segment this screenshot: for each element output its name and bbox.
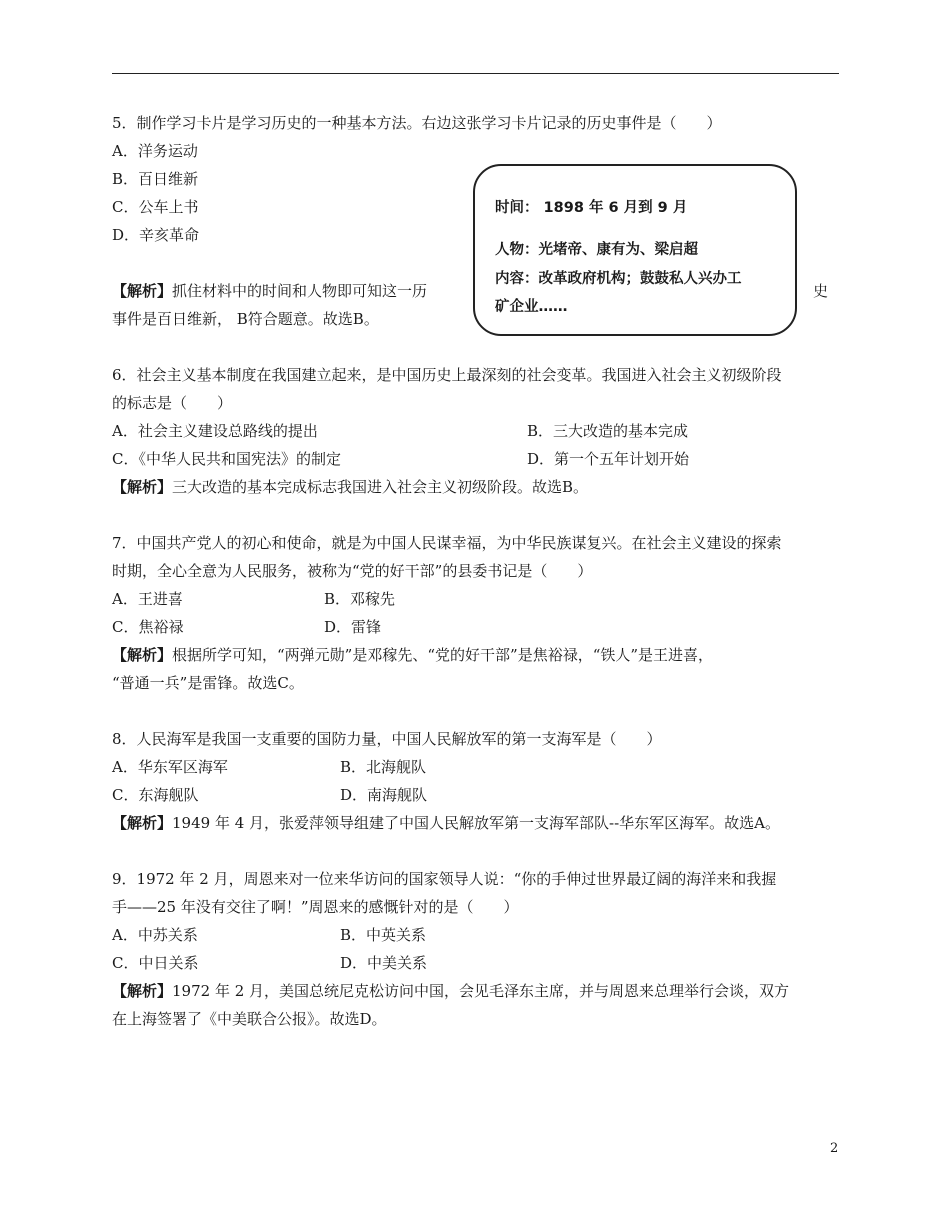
q5-analysis-line1 — [112, 281, 427, 301]
q8-analysis — [112, 813, 780, 833]
q8-option-b: B．北海舰队 — [340, 758, 427, 776]
q8-analysis-tag: 【解析】 — [112, 814, 173, 832]
q9-analysis-2: 在上海签署了《中美联合公报》。故选D。 — [112, 1010, 387, 1028]
q5-option-a: A．洋务运动 — [112, 142, 198, 160]
q5-option-b: B．百日维新 — [112, 170, 199, 188]
q6-option-d: D．第一个五年计划开始 — [527, 450, 690, 468]
q9-analysis-text: 1972 年 2 月，美国总统尼克松访问中国，会见毛泽东主席，并与周恩来总理举行会谈，双方 — [172, 982, 790, 1000]
q9-option-d: D．中美关系 — [340, 954, 428, 972]
card-time: 时间： 1898 年 6 月到 9 月 — [495, 200, 688, 216]
q8-option-a: A．华东军区海军 — [112, 758, 228, 776]
q7-analysis-text: 根据所学可知，“两弹元勋”是邓稼先、“党的好干部”是焦裕禄，“铁人”是王进喜， — [172, 646, 714, 664]
q6-option-a: A．社会主义建设总路线的提出 — [112, 422, 318, 440]
q7-analysis-2: “普通一兵”是雷锋。故选C。 — [112, 674, 304, 692]
q5-stem: 5．制作学习卡片是学习历史的一种基本方法。右边这张学习卡片记录的历史事件是（ ） — [112, 114, 722, 132]
q5-analysis-text: 抓住材料中的时间和人物即可知这一历 — [172, 282, 428, 300]
q5-option-d: D．辛亥革命 — [112, 226, 200, 244]
q9-option-a: A．中苏关系 — [112, 926, 198, 944]
q9-stem-2: 手——25 年没有交往了啊！”周恩来的感慨针对的是（ ） — [112, 898, 519, 916]
q7-analysis-tag: 【解析】 — [112, 646, 173, 664]
q7-stem-2: 时期，全心全意为人民服务，被称为“党的好干部”的县委书记是（ ） — [112, 562, 593, 580]
q9-analysis-tag: 【解析】 — [112, 982, 173, 1000]
q8-option-d: D．南海舰队 — [340, 786, 428, 804]
card-content-2: 矿企业…… — [495, 299, 568, 315]
q6-option-c: C．《中华人民共和国宪法》的制定 — [112, 450, 341, 468]
q5-option-c: C．公车上书 — [112, 198, 199, 216]
q8-analysis-text: 1949 年 4 月，张爱萍领导组建了中国人民解放军第一支海军部队--华东军区海军。故选A。 — [172, 814, 781, 832]
q8-option-c: C．东海舰队 — [112, 786, 199, 804]
q9-option-b: B．中英关系 — [340, 926, 427, 944]
q7-option-b: B．邓稼先 — [324, 590, 396, 608]
q6-stem-1: 6．社会主义基本制度在我国建立起来，是中国历史上最深刻的社会变革。我国进入社会主义初级阶段 — [112, 366, 782, 384]
q6-stem-2: 的标志是（ ） — [112, 394, 233, 412]
q5-analysis-tag: 【解析】 — [112, 282, 173, 300]
q6-option-b: B．三大改造的基本完成 — [527, 422, 689, 440]
q6-analysis — [112, 477, 588, 497]
q7-analysis-1 — [112, 645, 713, 665]
q9-analysis-1 — [112, 981, 789, 1001]
page-number: 2 — [830, 1141, 839, 1156]
q6-analysis-tag: 【解析】 — [112, 478, 173, 496]
q6-analysis-text: 三大改造的基本完成标志我国进入社会主义初级阶段。故选B。 — [172, 478, 589, 496]
card-people: 人物：光堵帝、康有为、梁启超 — [495, 242, 698, 258]
study-card — [473, 164, 797, 336]
q9-option-c: C．中日关系 — [112, 954, 199, 972]
q8-stem: 8．人民海军是我国一支重要的国防力量，中国人民解放军的第一支海军是（ ） — [112, 730, 662, 748]
q5-analysis-tail: 史 — [813, 282, 829, 300]
card-content: 内容：改革政府机构；鼓鼓私人兴办工 — [495, 271, 742, 287]
header-rule — [112, 73, 839, 74]
q7-option-a: A．王进喜 — [112, 590, 183, 608]
q5-analysis-line2: 事件是百日维新， B符合题意。故选B。 — [112, 310, 379, 328]
q9-stem-1: 9．1972 年 2 月，周恩来对一位来华访问的国家领导人说：“你的手伸过世界最辽阔的海洋来和我握 — [112, 870, 777, 888]
q7-option-c: C．焦裕禄 — [112, 618, 184, 636]
q7-stem-1: 7．中国共产党人的初心和使命，就是为中国人民谋幸福，为中华民族谋复兴。在社会主义建设的探索 — [112, 534, 782, 552]
q7-option-d: D．雷锋 — [324, 618, 382, 636]
